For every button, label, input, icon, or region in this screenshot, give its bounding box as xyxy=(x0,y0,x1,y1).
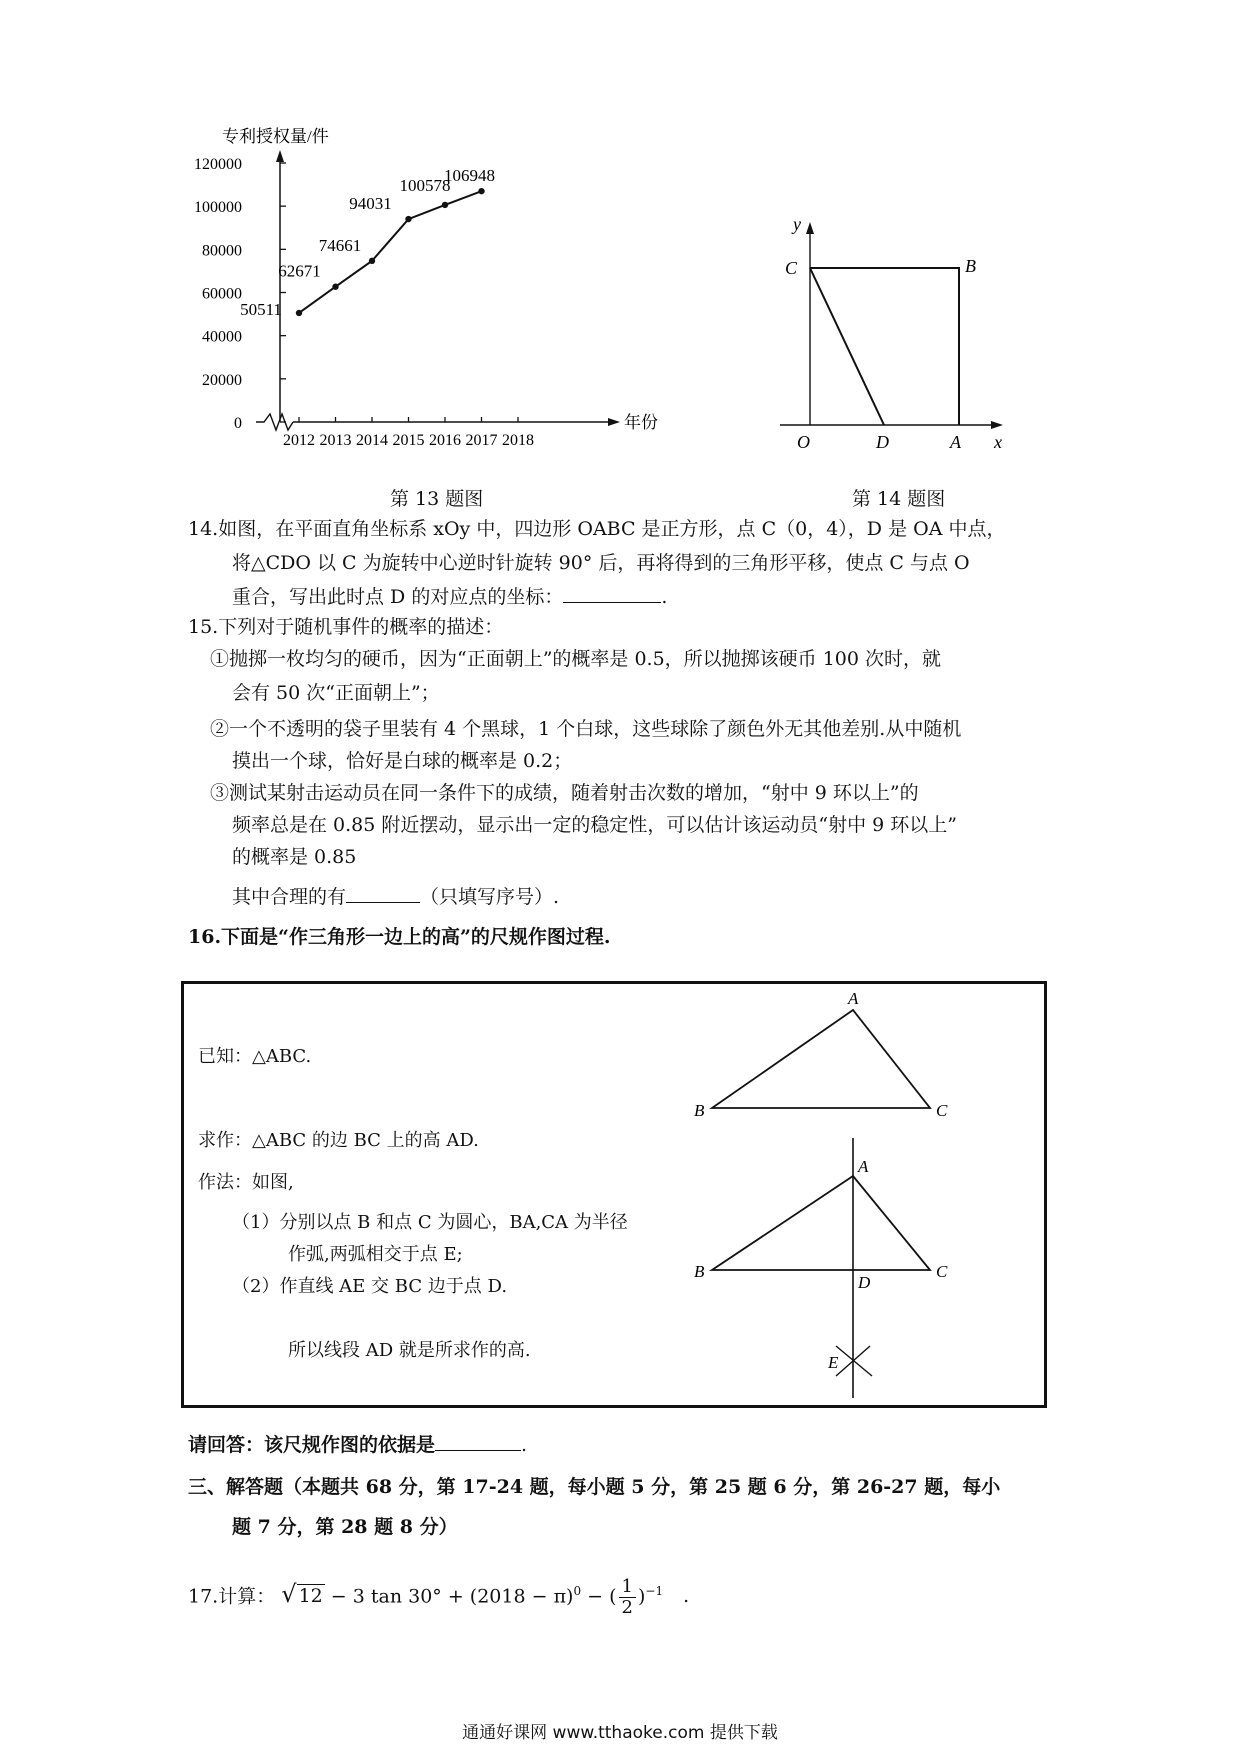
bottom-label-c: C xyxy=(936,1262,948,1281)
q16-title: 16.下面是“作三角形一边上的高”的尺规作图过程. xyxy=(188,926,611,948)
label-c: C xyxy=(785,258,798,278)
q16-method: 作法：如图, xyxy=(198,1172,294,1193)
footer-source: 通通好课网 www.tthaoke.com 提供下载 xyxy=(462,1723,778,1743)
q15-option-3c: 的概率是 0.85 xyxy=(232,846,357,868)
q16-known: 已知：△ABC. xyxy=(198,1046,312,1067)
q16-seek: 求作：△ABC 的边 BC 上的高 AD. xyxy=(198,1130,479,1151)
square-oabc xyxy=(810,268,959,425)
q15-answer-blank[interactable] xyxy=(346,882,420,903)
figure-13-chart xyxy=(190,120,670,460)
construction-figure xyxy=(680,990,1000,1400)
data-point xyxy=(296,310,302,316)
data-label: 62671 xyxy=(278,261,321,281)
section-3-heading-2: 题 7 分，第 28 题 8 分） xyxy=(232,1516,458,1538)
x-axis-arrow xyxy=(991,421,1003,429)
x-tick-label: 2014 xyxy=(356,432,388,449)
q14-period: . xyxy=(661,586,668,608)
q15-option-2a: ②一个不透明的袋子里装有 4 个黑球，1 个白球，这些球除了颜色外无其他差别.从中随机 xyxy=(210,718,962,740)
data-point xyxy=(442,202,448,208)
top-label-b: B xyxy=(694,1101,705,1120)
top-label-a: A xyxy=(848,990,859,1008)
sqrt-symbol: √ xyxy=(281,1580,297,1609)
q16-step-2: （2）作直线 AE 交 BC 边于点 D. xyxy=(232,1276,508,1297)
q17-middle: − 3 tan 30° + (2018 − π) xyxy=(330,1585,574,1608)
q16-step-1a: （1）分别以点 B 和点 C 为圆心，BA,CA 为半径 xyxy=(232,1212,628,1233)
data-label: 106948 xyxy=(444,166,495,186)
q15-option-1b: 会有 50 次“正面朝上”； xyxy=(232,682,440,704)
bottom-label-a: A xyxy=(858,1157,869,1176)
label-a: A xyxy=(950,432,961,450)
q14-answer-blank[interactable] xyxy=(563,582,661,603)
q15-option-3b: 频率总是在 0.85 附近摆动，显示出一定的稳定性，可以估计该运动员“射中 9 环以上” xyxy=(232,814,957,836)
label-b: B xyxy=(965,256,976,276)
data-label: 74661 xyxy=(318,235,362,255)
fraction-half xyxy=(619,1577,636,1618)
sqrt-argument: 12 xyxy=(298,1585,323,1608)
data-point xyxy=(332,284,338,290)
q16-ask: 请回答：该尺规作图的依据是 xyxy=(188,1434,436,1456)
axis-break-zigzag xyxy=(256,414,293,430)
x-tick-label: 2018 xyxy=(502,432,534,449)
data-point xyxy=(405,216,411,222)
data-label: 100578 xyxy=(399,175,451,195)
y-tick-label: 120000 xyxy=(194,156,242,173)
triangle-abc-construction xyxy=(712,1176,930,1270)
y-axis-arrow xyxy=(276,150,284,162)
chart-xlabel: 年份 xyxy=(624,413,658,432)
figure-14-caption: 第 14 题图 xyxy=(852,488,946,510)
section-3-heading-1: 三、解答题（本题共 68 分，第 17-24 题，每小题 5 分，第 25 题 6 分，第 26-27 题，每小 xyxy=(188,1476,1001,1498)
x-axis-arrow xyxy=(608,418,620,426)
y-tick-label: 80000 xyxy=(202,242,242,260)
x-tick-label: 2012 xyxy=(283,432,315,449)
y-tick-label: 20000 xyxy=(202,371,242,389)
y-tick-label: 40000 xyxy=(202,328,242,346)
label-o: O xyxy=(797,432,810,450)
label-d: D xyxy=(876,432,889,450)
triangle-abc xyxy=(712,1010,930,1108)
q15-title: 15.下列对于随机事件的概率的描述： xyxy=(188,616,504,638)
bottom-label-d: D xyxy=(858,1273,871,1292)
q16-ask-line xyxy=(188,1430,527,1458)
y-axis-arrow xyxy=(806,222,814,234)
q15-option-3a: ③测试某射击运动员在同一条件下的成绩，随着射击次数的增加，“射中 9 环以上”的 xyxy=(210,782,919,804)
x-tick-label: 2016 xyxy=(429,432,461,449)
figure-13-caption: 第 13 题图 xyxy=(390,488,484,510)
figure-14-diagram xyxy=(760,210,1020,450)
bottom-label-e: E xyxy=(828,1353,839,1372)
data-label: 94031 xyxy=(349,194,392,214)
fraction-numerator: 1 xyxy=(619,1577,636,1598)
q17-line xyxy=(188,1566,689,1616)
q17-prefix: 17.计算： xyxy=(188,1585,276,1608)
label-x: x xyxy=(994,432,1002,450)
q16-answer-blank[interactable] xyxy=(435,1430,521,1451)
q15-hint: （只填写序号）. xyxy=(420,886,560,908)
data-label: 50511 xyxy=(240,299,282,319)
y-tick-label: 60000 xyxy=(202,285,242,303)
q16-conclusion: 所以线段 AD 就是所求作的高. xyxy=(288,1340,531,1361)
q16-step-1b: 作弧,两弧相交于点 E; xyxy=(288,1244,463,1265)
sqrt-expression xyxy=(281,1569,324,1621)
q17-exponent-minus-one: −1 xyxy=(645,1584,664,1598)
fraction-denominator: 2 xyxy=(621,1596,633,1618)
x-tick-label: 2015 xyxy=(392,432,425,449)
x-tick-label: 2017 xyxy=(465,432,498,449)
y-tick-label: 100000 xyxy=(194,199,242,217)
q14-line-3 xyxy=(232,582,667,610)
q14-line-1: 14.如图，在平面直角坐标系 xOy 中，四边形 OABC 是正方形，点 C（0，4），D 是 OA 中点， xyxy=(188,518,1006,540)
q15-prompt: 其中合理的有 xyxy=(232,886,347,908)
q17-exponent-zero: 0 xyxy=(573,1584,582,1598)
q15-answer-line xyxy=(232,882,559,910)
chart-ylabel: 专利授权量/件 xyxy=(222,127,329,146)
q15-option-2b: 摸出一个球，恰好是白球的概率是 0.2； xyxy=(232,750,573,772)
q14-prompt: 重合，写出此时点 D 的对应点的坐标： xyxy=(232,586,564,608)
top-label-c: C xyxy=(936,1101,948,1120)
q17-end: . xyxy=(683,1585,690,1608)
y-tick-label: 0 xyxy=(234,415,242,432)
q15-option-1a: ①抛掷一枚均匀的硬币，因为“正面朝上”的概率是 0.5，所以抛掷该硬币 100 次时，就 xyxy=(210,648,942,670)
label-y: y xyxy=(793,214,801,234)
q16-period: . xyxy=(521,1434,528,1456)
data-point xyxy=(369,258,375,264)
data-point xyxy=(478,188,484,194)
q17-close: ) xyxy=(637,1585,646,1608)
bottom-label-b: B xyxy=(694,1262,705,1281)
q17-minus: − ( xyxy=(587,1585,617,1608)
segment-cd xyxy=(810,268,884,425)
x-tick-label: 2013 xyxy=(319,432,352,449)
q14-line-2: 将△CDO 以 C 为旋转中心逆时针旋转 90° 后，再将得到的三角形平移，使点 C 与点 O xyxy=(232,552,970,574)
